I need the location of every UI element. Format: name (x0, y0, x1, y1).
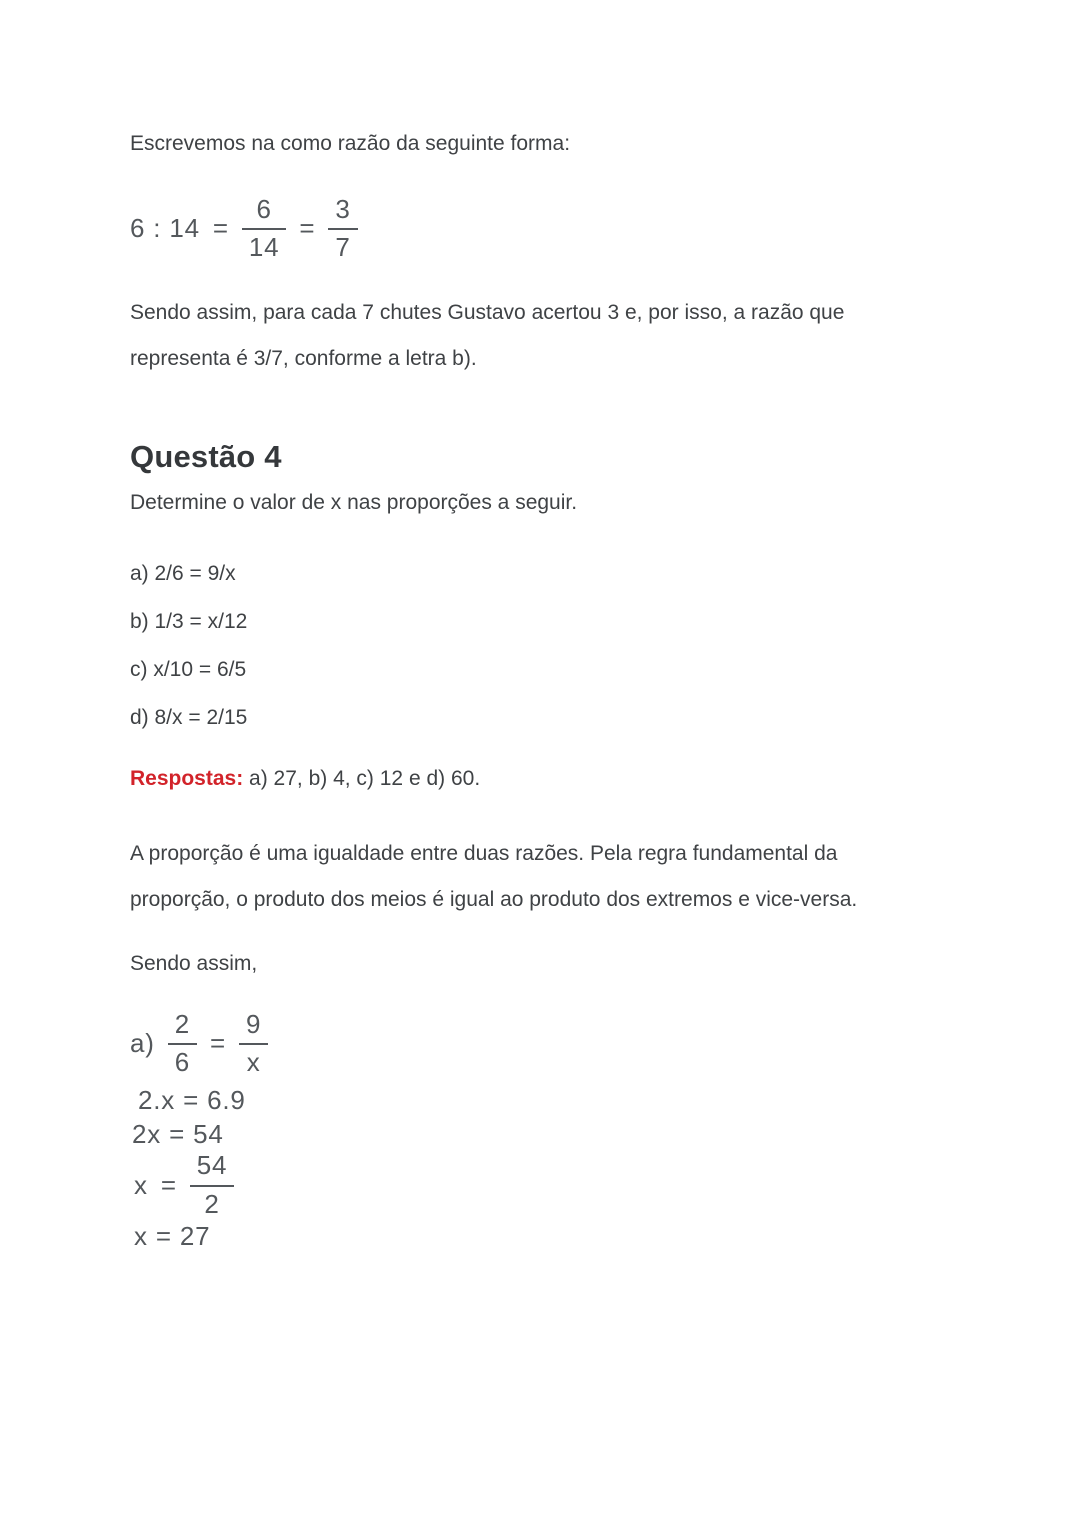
solution-step-4 (134, 1151, 980, 1218)
fraction-numerator: 2 (174, 1009, 190, 1040)
fraction-numerator: 3 (335, 194, 351, 224)
variable-x: x (134, 1169, 148, 1200)
lead-in-text: Sendo assim, (130, 952, 258, 976)
fraction-3-7 (328, 195, 357, 262)
paragraph-line: proporção, o produto dos meios é igual ao produto dos extremos e vice-versa. (130, 888, 858, 912)
solution-step-2: 2.x = 6.9 (138, 1085, 246, 1116)
solution-block (130, 1010, 980, 1250)
fraction-denominator: 7 (328, 228, 357, 262)
question-item-a: a) 2/6 = 9/x (130, 562, 236, 586)
item-label: a) (130, 1028, 155, 1059)
equals-sign: = (299, 213, 316, 244)
question-title: Questão 4 (130, 439, 282, 475)
fraction-denominator: 14 (242, 228, 287, 262)
question-item-d: d) 8/x = 2/15 (130, 706, 248, 730)
ratio-equation (130, 195, 980, 262)
paragraph-line: representa é 3/7, conforme a letra b). (130, 347, 477, 371)
fraction-numerator: 9 (245, 1009, 262, 1040)
fraction-9-x (239, 1010, 268, 1077)
intro-sentence: Escrevemos na como razão da seguinte forma: (130, 132, 571, 155)
solution-step-a (130, 1010, 980, 1077)
question-item-b: b) 1/3 = x/12 (130, 610, 248, 634)
solution-step-3: 2x = 54 (132, 1119, 224, 1150)
question-item-c: c) x/10 = 6/5 (130, 658, 247, 682)
answers-line (130, 756, 980, 802)
fraction-numerator: 54 (196, 1150, 228, 1181)
solution-step-5: x = 27 (134, 1220, 211, 1251)
equals-sign: = (212, 213, 229, 244)
fraction-numerator: 6 (256, 194, 272, 224)
answers-label: Respostas: (130, 767, 244, 791)
fraction-denominator: 6 (168, 1043, 197, 1077)
fraction-6-14 (242, 195, 287, 262)
fraction-denominator: x (239, 1043, 268, 1077)
fraction-2-6 (168, 1010, 197, 1077)
question-items (130, 551, 980, 741)
paragraph-line: A proporção é uma igualdade entre duas razões. Pela regra fundamental da (130, 842, 838, 866)
answers-text: a) 27, b) 4, c) 12 e d) 60. (243, 767, 481, 791)
equals-sign: = (209, 1028, 226, 1059)
fraction-denominator: 2 (190, 1185, 235, 1219)
explanation-paragraph-2 (130, 831, 980, 923)
equals-sign: = (160, 1169, 177, 1200)
fraction-54-2 (190, 1151, 235, 1218)
explanation-paragraph-1 (130, 290, 980, 382)
question-prompt: Determine o valor de x nas proporções a seguir. (130, 491, 578, 515)
paragraph-line: Sendo assim, para cada 7 chutes Gustavo acertou 3 e, por isso, a razão que (130, 301, 845, 325)
ratio-lhs: 6 : 14 (130, 213, 200, 244)
